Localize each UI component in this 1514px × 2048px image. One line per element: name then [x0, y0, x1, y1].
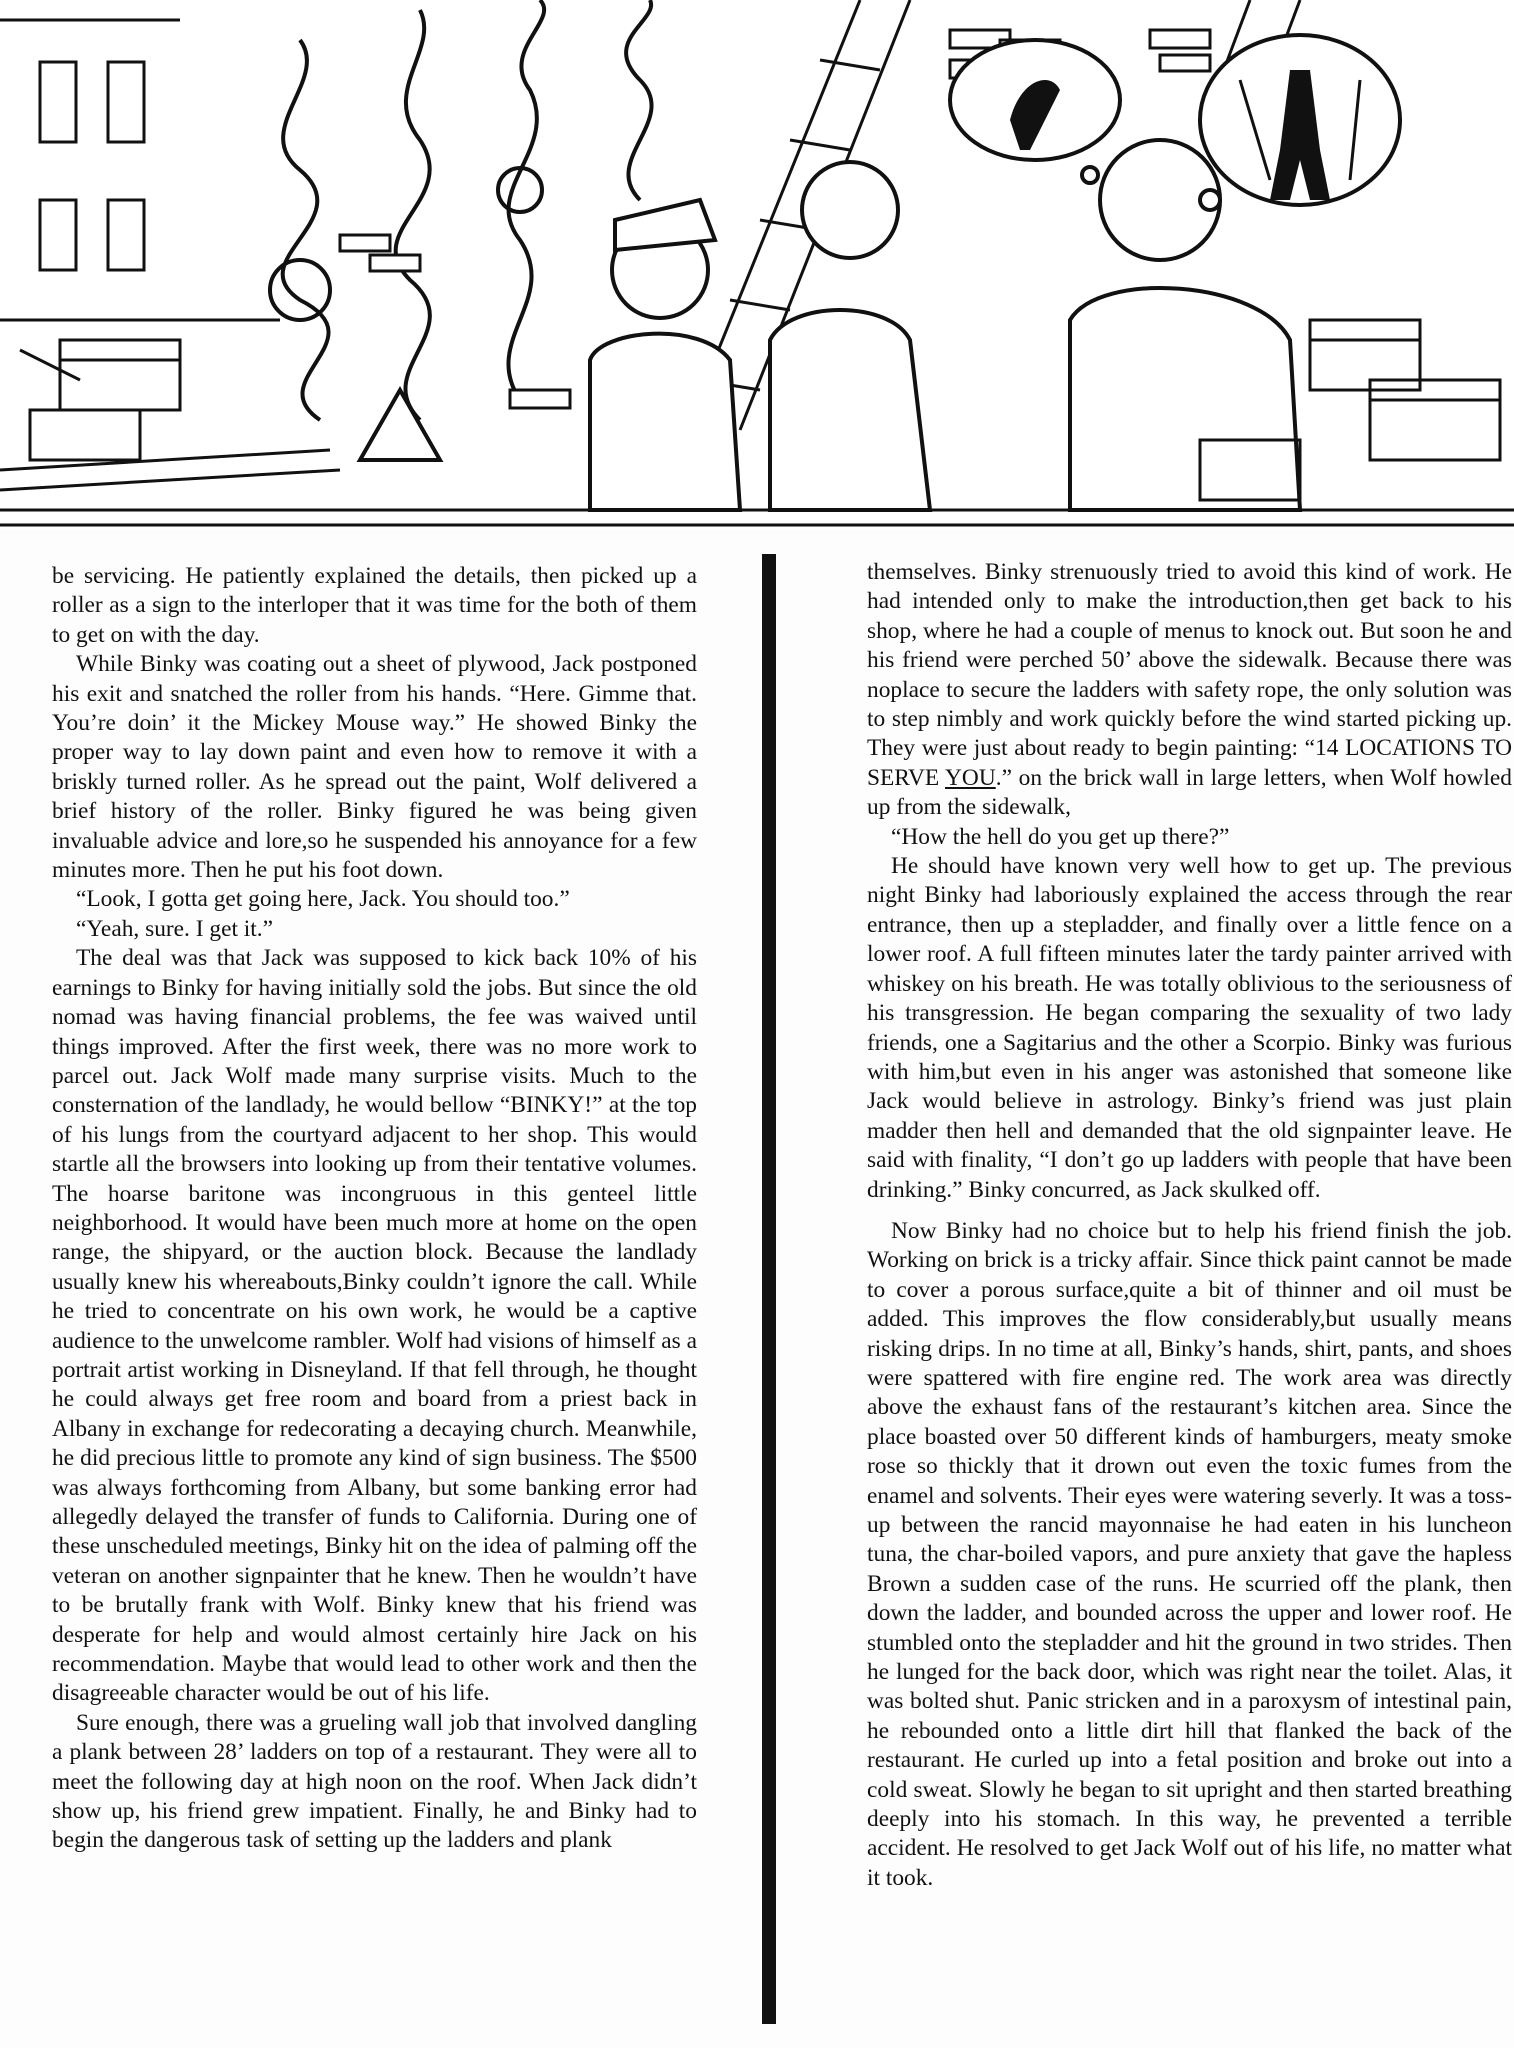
paragraph: “How the hell do you get up there?”: [891, 823, 1230, 850]
left-text-column: [52, 562, 697, 1856]
column-divider: [762, 554, 776, 2024]
paragraph: He should have known very well how to get up. The previous night Binky had laboriously explained the access through the rear entrance, then up a stepladder, and finally over a little fence on a lower roof. A full fifteen minutes later the tardy painter arrived with whiskey on his breath. He was totally oblivious to the seriousness of his transgression. He began comparing the sexuality of two lady friends, one a Sagitarius and the other a Scorpio. Binky was furious with him,but even in his anger was astonished that someone like Jack would believe in astrology. Binky’s friend was just plain madder then hell and demanded that the old signpainter leave. He said with finality, “I don’t go up ladders with people that have been drinking.” Binky concurred, as Jack skulked off.: [867, 853, 1512, 1203]
paragraph-text: .” on the brick wall in large letters, when Wolf howled up from the sidewalk,: [867, 764, 1512, 821]
paragraph: “Yeah, sure. I get it.”: [76, 915, 274, 942]
paragraph: While Binky was coating out a sheet of plywood, Jack postponed his exit and snatched the roller from his hands. “Here. Gimme that. You’re doin’ it the Mickey Mouse way.” He showed Binky the proper way to lay down paint and even how to remove it with a briskly turned roller. As he spread out the paint, Wolf delivered a brief history of the roller. Binky figured he was being given invaluable advice and lore,so he suspended his annoyance for a few minutes more. Then he put his foot down.: [52, 651, 697, 884]
paragraph-text: themselves. Binky strenuously tried to avoid this kind of work. He had intended only to make the introduction,then get back to his shop, where he had a couple of menus to knock out. But soon he and his friend were perched 50’ above the sidewalk. Because there was noplace to secure the ladders with safety rope, the only solution was to step nimbly and work quickly before the wind started picking up. They were just about ready to begin painting: “14 LOCATIONS TO SERVE: [867, 559, 1512, 791]
paragraph: Now Binky had no choice but to help his friend finish the job. Working on brick is a tricky affair. Since thick paint cannot be made to cover a porous surface,quite a bit of thinner and oil must be added. This improves the flow considerably,but usually means risking drips. In no time at all, Binky’s hands, shirt, pants, and shoes were spattered with fire engine red. The work area was directly above the exhaust fans of the restaurant’s kitchen area. Since the place boasted over 50 different kinds of hamburgers, meaty smoke rose so thickly that it drown out even the toxic fumes from the enamel and solvents. Their eyes were watering severly. It was a toss-up between the rancid mayonnaise he had eaten in his luncheon tuna, the char-boiled vapors, and pure anxiety that gave the hapless Brown a sudden case of the runs. He scurried off the plank, then down the ladder, and bounded across the upper and lower roof. He stumbled onto the stepladder and hit the ground in two strides. Then he lunged for the back door, which was right near the toilet. Alas, it was bolted shut. Panic stricken and in a paroxysm of intestinal pain, he rebounded onto a little dirt hill that flanked the back of the restaurant. He curled up into a fetal position and broke out into a cold sweat. Slowly he began to sit upright and then started breathing deeply into his stomach. In this way, he prevented a terrible accident. He resolved to get Jack Wolf out of his life, no matter what it took.: [867, 1217, 1512, 1891]
comic-illustration: [0, 0, 1514, 530]
paragraph: The deal was that Jack was supposed to kick back 10% of his earnings to Binky for having initially sold the jobs. But since the old nomad was having financial problems, the fee was waived until things improved. After the first week, there was no more work to parcel out. Jack Wolf made many surprise visits. Much to the consternation of the landlady, he would bellow “BINKY!” at the top of his lungs from the courtyard adjacent to her shop. This would startle all the browsers into looking up from their tentative volumes. The hoarse baritone was incongruous in this genteel little neighborhood. It would have been much more at home on the open range, the shipyard, or the auction block. Because the landlady usually knew his whereabouts,Binky couldn’t ignore the call. While he tried to concentrate on his own work, he would be a captive audience to the unwelcome rambler. Wolf had visions of himself as a portrait artist working in Disneyland. If that fell through, he thought he could always get free room and board from a priest back in Albany in exchange for redecorating a decaying church. Meanwhile, he did precious little to promote any kind of sign business. The $500 was always forthcoming from Albany, but some banking error had allegedly delayed the transfer of funds to California. During one of these unscheduled meetings, Binky hit on the idea of palming off the veteran on another signpainter that he knew. Then he wouldn’t have to be brutally frank with Wolf. Binky knew that his friend was desperate for help and would almost certainly hire Jack on his recommendation. Maybe that would lead to other work and then the disagreeable character would be out of his life.: [52, 945, 697, 1707]
paragraph: [867, 558, 1512, 823]
right-text-column: [867, 558, 1512, 1893]
paragraph: be servicing. He patiently explained the details, then picked up a roller as a sign to the interloper that it was time for the both of them to get on with the day.: [52, 563, 697, 648]
underlined-word: YOU: [945, 764, 996, 791]
comic-illustration-icon: [0, 0, 1514, 530]
paragraph: “Look, I gotta get going here, Jack. You should too.”: [76, 886, 570, 913]
paragraph: Sure enough, there was a grueling wall job that involved dangling a plank between 28’ ladders on top of a restaurant. They were all to meet the following day at high noon on the roof. When Jack didn’t show up, his friend grew impatient. Finally, he and Binky had to begin the dangerous task of setting up the ladders and plank: [52, 1709, 697, 1854]
